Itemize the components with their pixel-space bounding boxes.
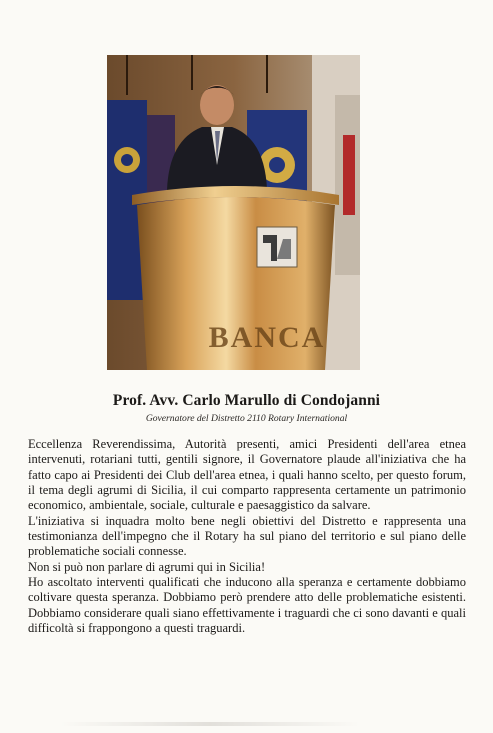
paragraph: Non si può non parlare di agrumi qui in Sicilia! [28,559,266,574]
paragraph: Ho ascoltato interventi qualificati che inducono alla speranza e certamente dobbiamo coltivare questa speranza. Dobbiamo però prendere atto delle problematiche esistenti. Dobbiamo considerare quali siano effettivamente i traguardi che ci sono davanti e quali difficoltà si frappongono a questi traguardi. [28,575,466,636]
paragraph: Eccellenza Reverendissima, Autorità presenti, amici Presidenti dell'area etnea intervenuti, rotariani tutti, gentili signore, il Governatore plaude all'iniziativa che ha fatto capo ai Presidenti dei Club dell'area etnea, i quali hanno scelto, per questo forum, il tema degli agrumi di Sicilia, il cui comparto rappresenta certamente un patrimonio economico, ambientale, sociale, culturale e paesaggistico da salvare. [28,437,466,513]
speaker-role: Governatore del Distretto 2110 Rotary International [145,413,348,424]
speaker-name: Prof. Avv. Carlo Marullo di Condojanni [112,392,381,409]
scan-artifact [60,722,360,726]
bank-logo-icon [257,227,297,267]
paragraph: L'iniziativa si inquadra molto bene negli obiettivi del Distretto e rappresenta una testimonianza dell'impegno che il Rotary ha sul piano del territorio e sul piano delle problematiche sociali connesse. [28,513,466,559]
speaker-photo [107,55,360,370]
speech-text [28,437,466,636]
podium-text: BANCA [208,321,326,354]
speaker-head [200,85,234,125]
